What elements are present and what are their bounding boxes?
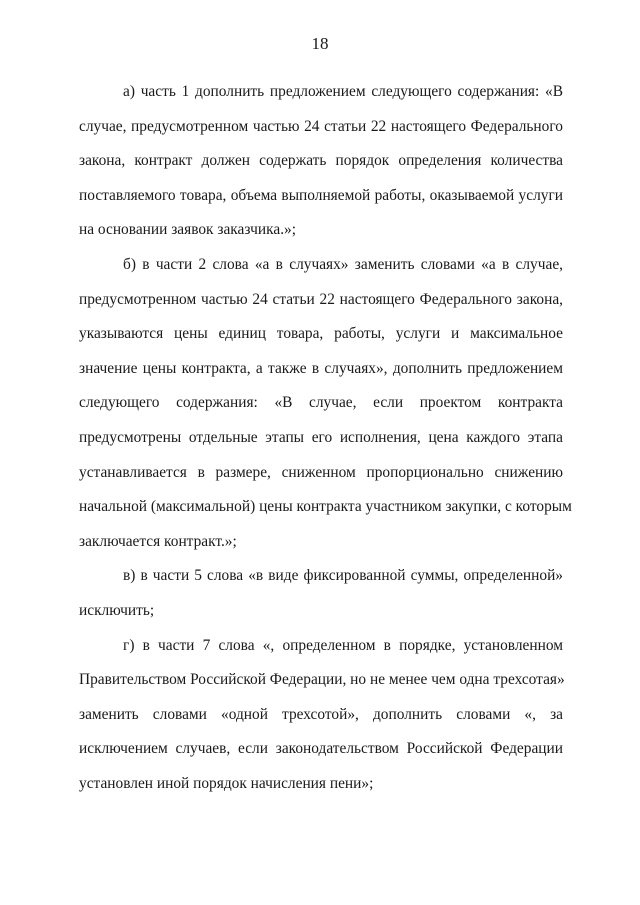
paragraph-line: указываются цены единиц товара, работы, услуги и максимальное <box>79 325 563 343</box>
paragraph-line: на основании заявок заказчика.»; <box>79 221 297 239</box>
document-body <box>79 75 572 801</box>
paragraph-line: Правительством Российской Федерации, но не менее чем одна трехсотая» <box>79 671 565 689</box>
paragraph-line: поставляемого товара, объема выполняемой работы, оказываемой услуги <box>79 186 563 204</box>
paragraph-line: устанавливается в размере, сниженном пропорционально снижению <box>79 463 563 481</box>
paragraph-line: заключается контракт.»; <box>79 532 237 550</box>
paragraph-line: случае, предусмотренном частью 24 статьи 22 настоящего Федерального <box>79 117 563 135</box>
paragraph-line: закона, контракт должен содержать порядок определения количества <box>79 152 563 170</box>
paragraph-line: установлен иной порядок начисления пени»; <box>79 774 374 792</box>
paragraph-line: начальной (максимальной) цены контракта участником закупки, с которым <box>79 498 572 516</box>
paragraph-line: значение цены контракта, а также в случаях», дополнить предложением <box>79 359 563 377</box>
paragraph-g <box>79 629 563 802</box>
paragraph-line: следующего содержания: «В случае, если проектом контракта <box>79 394 563 412</box>
paragraph-line: заменить словами «одной трехсотой», дополнить словами «, за <box>79 705 563 723</box>
paragraph-line: предусмотрены отдельные этапы его исполнения, цена каждого этапа <box>79 428 563 446</box>
paragraph-line: исключением случаев, если законодательством Российской Федерации <box>79 740 563 758</box>
paragraph-line: предусмотренном частью 24 статьи 22 настоящего Федерального закона, <box>79 290 563 308</box>
paragraph-line: г) в части 7 слова «, определенном в порядке, установленном <box>123 636 563 654</box>
paragraph-line: а) часть 1 дополнить предложением следующего содержания: «В <box>123 83 563 100</box>
paragraph-b <box>79 248 572 559</box>
paragraph-a <box>79 75 563 248</box>
paragraph-v <box>79 559 563 628</box>
paragraph-line: в) в части 5 слова «в виде фиксированной суммы, определенной» <box>123 567 563 585</box>
paragraph-line: б) в части 2 слова «а в случаях» заменить словами «а в случае, <box>123 255 563 273</box>
page-number: 18 <box>311 34 329 53</box>
paragraph-line: исключить; <box>79 601 155 619</box>
